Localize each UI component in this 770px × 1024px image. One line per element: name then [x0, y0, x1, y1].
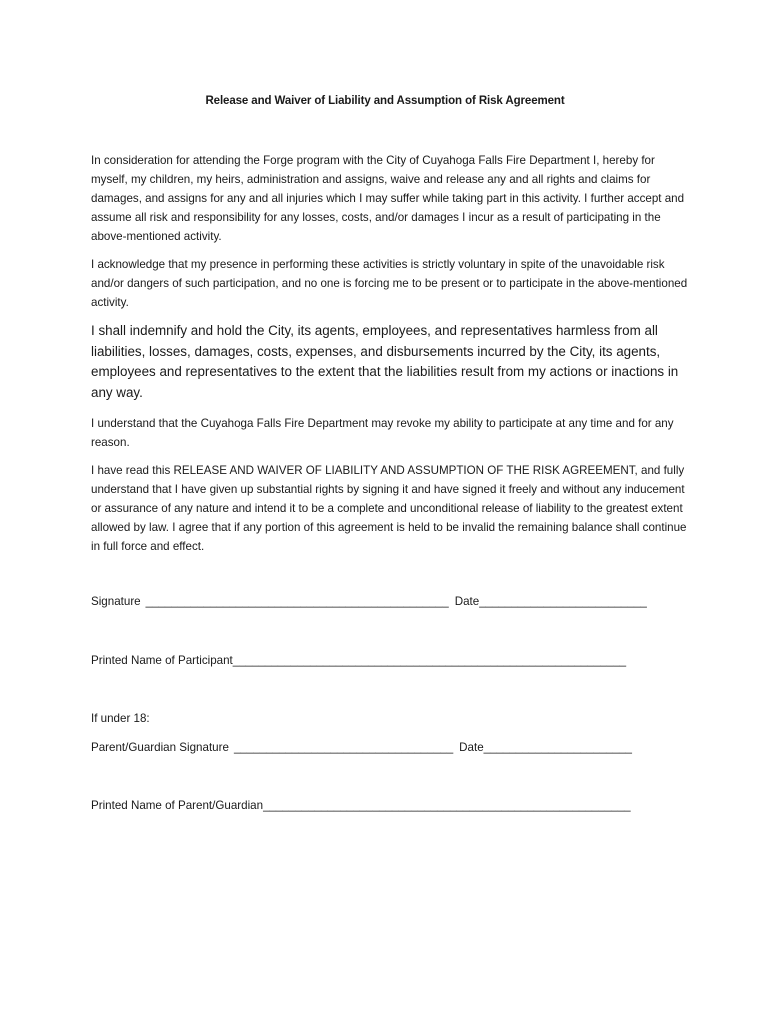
- participant-printed-name-row: [91, 654, 626, 667]
- printed-name-label: Printed Name of Participant: [91, 654, 233, 667]
- guardian-printed-name-label: Printed Name of Parent/Guardian: [91, 799, 264, 812]
- signature-label: Signature: [91, 595, 141, 608]
- paragraph-revoke: I understand that the Cuyahoga Falls Fire Department may revoke my ability to participate at any time and for any reason.: [91, 417, 674, 449]
- guardian-date-label: Date: [459, 741, 484, 754]
- participant-signature-row: [91, 595, 647, 608]
- guardian-signature-field[interactable]: __________________________________: [233, 741, 454, 754]
- paragraph-consideration: In consideration for attending the Forge program with the City of Cuyahoga Falls Fire Department I, hereby for myself, my children, my heirs, administration and assigns, waive and release any and all rights and claims for damages, and assigns for any and all injuries which I may suffer while taking part in this activity. I further accept and assume all risk and responsibility for any losses, costs, and/or damages I incur as a result of participating in the above-mentioned activity.: [91, 154, 685, 243]
- printed-name-field[interactable]: _____________________________________________________________: [232, 654, 627, 667]
- guardian-printed-name-field[interactable]: _________________________________________________________: [263, 799, 631, 812]
- signature-field[interactable]: _______________________________________________: [145, 595, 449, 608]
- guardian-date-field[interactable]: _______________________: [483, 741, 632, 754]
- guardian-signature-row: [91, 741, 632, 754]
- guardian-signature-label: Parent/Guardian Signature: [91, 741, 229, 754]
- date-field[interactable]: __________________________: [479, 595, 647, 608]
- guardian-printed-name-row: [91, 799, 631, 812]
- paragraph-acknowledge: I acknowledge that my presence in performing these activities is strictly voluntary in spite of the unavoidable risk and/or dangers of such participation, and no one is forcing me to be present or to participate in the above-mentioned activity.: [91, 258, 688, 309]
- paragraph-indemnify: I shall indemnify and hold the City, its agents, employees, and representatives harmless from all liabilities, losses, damages, costs, expenses, and disbursements incurred by the City, its agents, employees and representatives to the extent that the liabilities result from my actions or inactions in any way.: [91, 323, 679, 400]
- date-label: Date: [454, 595, 480, 608]
- under-18-label: If under 18:: [91, 712, 150, 725]
- document-title: Release and Waiver of Liability and Assumption of Risk Agreement: [205, 95, 565, 107]
- paragraph-read-and-understand: I have read this RELEASE AND WAIVER OF LIABILITY AND ASSUMPTION OF THE RISK AGREEMENT, and fully understand that I have given up substantial rights by signing it and have signed it freely and without any inducement or assurance of any nature and intend it to be a complete and unconditional release of liability to the greatest extent allowed by law. I agree that if any portion of this agreement is held to be invalid the remaining balance shall continue in full force and effect.: [91, 464, 687, 553]
